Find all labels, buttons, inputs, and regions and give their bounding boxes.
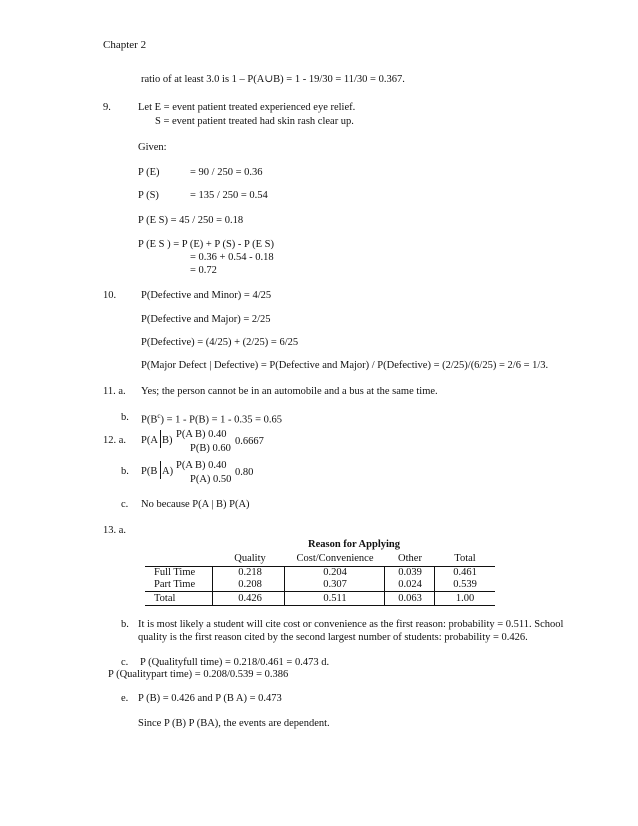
col-header-cost: Cost/Convenience <box>296 553 374 564</box>
p12-a-result: 0.6667 <box>235 436 264 447</box>
p12-b-bar <box>160 461 161 479</box>
p12-a-numerator: P(A B) 0.40 <box>176 429 227 440</box>
p10-line-1: P(Defective and Minor) = 4/25 <box>141 290 272 301</box>
col-header-other: Other <box>398 553 422 564</box>
p13-label-b: b. <box>121 619 129 630</box>
p10-line-2: P(Defective and Major) = 2/25 <box>141 314 271 325</box>
p13-number: 13. a. <box>103 525 127 536</box>
col-header-total: Total <box>454 553 476 564</box>
p13-answer-b-1: It is most likely a student will cite cost or convenience as the first reason: probability = 0.511. School <box>138 619 564 630</box>
cell-full-quality: 0.218 <box>238 567 262 578</box>
cell-part-cost: 0.307 <box>323 579 347 590</box>
p9-ps-rhs: = 135 / 250 = 0.54 <box>190 190 268 201</box>
p12-label-c: c. <box>121 499 129 510</box>
cell-full-cost: 0.204 <box>323 567 347 578</box>
cell-full-other: 0.039 <box>398 567 422 578</box>
cell-total-total: 1.00 <box>455 593 475 604</box>
p12-b-lhs-2: A) <box>162 466 174 477</box>
cell-full-total: 0.461 <box>453 567 477 578</box>
p9-given: Given: <box>138 142 167 153</box>
p13-answer-e-1: P (B) = 0.426 and P (B A) = 0.473 <box>138 693 282 704</box>
p12-label-b: b. <box>121 466 129 477</box>
p11-label-b: b. <box>121 412 129 423</box>
p9-union-3: = 0.72 <box>190 265 217 276</box>
cell-total-quality: 0.426 <box>238 593 262 604</box>
cell-part-other: 0.024 <box>398 579 422 590</box>
p9-union-1: P (E S ) = P (E) + P (S) - P (E S) <box>138 239 274 250</box>
p10-number: 10. <box>103 290 117 301</box>
p9-pe-lhs: P (E) <box>138 167 160 178</box>
p12-number: 12. a. <box>103 435 127 446</box>
col-header-quality: Quality <box>234 553 266 564</box>
cell-total-other: 0.063 <box>398 593 422 604</box>
p13-label-c: c. <box>121 657 129 668</box>
p9-def-s: S = event patient treated had skin rash clear up. <box>155 116 354 127</box>
p12-a-lhs: P(A <box>141 435 158 446</box>
table-bottom-rule <box>145 605 495 606</box>
p8-continuation: ratio of at least 3.0 is 1 – P(A∪B) = 1 - 19/30 = 11/30 = 0.367. <box>141 74 405 85</box>
p9-def-e: Let E = event patient treated experienced eye relief. <box>138 102 356 113</box>
p12-a-denominator: P(B) 0.60 <box>190 443 231 454</box>
p11-answer-b: $P(B^c) = 1 - P(B) = 1 - 0.35 = 0.65$ <box>141 412 283 426</box>
p9-union-2: = 0.36 + 0.54 - 0.18 <box>190 252 274 263</box>
table-sep-2 <box>284 566 285 606</box>
table-sep-4 <box>434 566 435 606</box>
p10-line-4: P(Major Defect | Defective) = P(Defective and Major) / P(Defective) = (2/25)/(6/25) = 2/6 = 1/3. <box>141 360 549 371</box>
p9-pes: P (E S) = 45 / 250 = 0.18 <box>138 215 244 226</box>
table-sep-3 <box>384 566 385 606</box>
p10-line-3: P(Defective) = (4/25) + (2/25) = 6/25 <box>141 337 299 348</box>
p12-a-lhs-2: B) <box>162 435 173 446</box>
table-top-rule <box>145 566 495 567</box>
row-label-full-time: Full Time <box>154 567 196 578</box>
table-mid-rule <box>145 591 495 592</box>
row-label-part-time: Part Time <box>154 579 196 590</box>
table-title: Reason for Applying <box>308 539 400 550</box>
p12-b-denominator: P(A) 0.50 <box>190 474 232 485</box>
row-label-total: Total <box>154 593 176 604</box>
table-sep-1 <box>212 566 213 606</box>
cell-part-total: 0.539 <box>453 579 477 590</box>
p12-a-bar <box>160 430 161 448</box>
p11-number: 11. a. <box>103 386 126 397</box>
cell-part-quality: 0.208 <box>238 579 262 590</box>
p13-label-e: e. <box>121 693 129 704</box>
p13-answer-e-2: Since P (B) P (BA), the events are dependent. <box>138 718 330 729</box>
p13-answer-d: P (Qualitypart time) = 0.208/0.539 = 0.386 <box>108 669 289 680</box>
p9-ps-lhs: P (S) <box>138 190 159 201</box>
p12-b-lhs: P(B <box>141 466 158 477</box>
p12-b-numerator: P(A B) 0.40 <box>176 460 227 471</box>
p12-answer-c: No because P(A | B) P(A) <box>141 499 250 510</box>
cell-total-cost: 0.511 <box>323 593 347 604</box>
p9-number: 9. <box>103 102 111 113</box>
chapter-header: Chapter 2 <box>103 39 147 51</box>
p9-pe-rhs: = 90 / 250 = 0.36 <box>190 167 263 178</box>
p12-b-result: 0.80 <box>235 467 254 478</box>
p13-answer-c: P (Qualityfull time) = 0.218/0.461 = 0.473 d. <box>140 657 330 668</box>
p11-answer-a: Yes; the person cannot be in an automobile and a bus at the same time. <box>141 386 438 397</box>
p13-answer-b-2: quality is the first reason cited by the second largest number of students: probability = 0.426. <box>138 632 528 643</box>
